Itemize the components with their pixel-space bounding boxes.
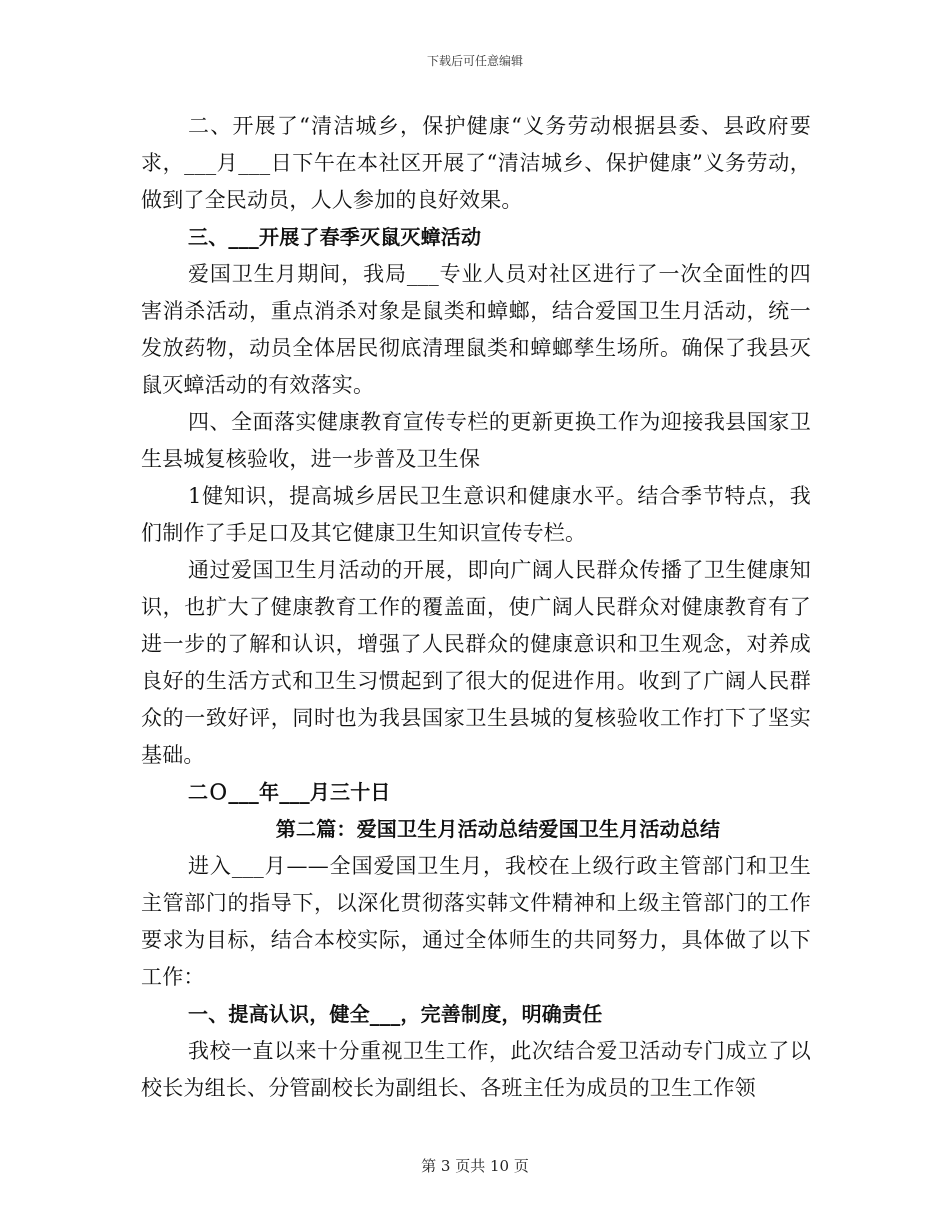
paragraph-6: 进入___月——全国爱国卫生月，我校在上级行政主管部门和卫生主管部门的指导下，以深化贯彻落实韩文件精神和上级主管部门的工作要求为目标，结合本校实际，通过全体师生的共同努力，具体做了以下工作： xyxy=(141,854,811,989)
paragraph-4: 1健知识，提高城乡居民卫生意识和健康水平。结合季节特点，我们制作了手足口及其它健康卫生知识宣传专栏。 xyxy=(141,484,811,545)
paragraph-2: 爱国卫生月期间，我局___专业人员对社区进行了一次全面性的四害消杀活动，重点消杀对象是鼠类和蟑螂，结合爱国卫生月活动，统一发放药物，动员全体居民彻底清理鼠类和蟑螂孳生场所。确保了我县灭鼠灭蟑活动的有效落实。 xyxy=(141,262,811,397)
section-heading-1: 一、提高认识，健全___，完善制度，明确责任 xyxy=(188,1002,603,1026)
chapter-title: 第二篇：爱国卫生月活动总结爱国卫生月活动总结 xyxy=(275,817,721,841)
document-body xyxy=(141,108,811,1107)
paragraph-5: 通过爱国卫生月活动的开展，即向广阔人民群众传播了卫生健康知识，也扩大了健康教育工作的覆盖面，使广阔人民群众对健康教育有了进一步的了解和认识，增强了人民群众的健康意识和卫生观念，对养成良好的生活方式和卫生习惯起到了很大的促进作用。收到了广阔人民群众的一致好评，同时也为我县国家卫生县城的复核验收工作打下了坚实基础。 xyxy=(141,558,811,767)
paragraph-3: 四、全面落实健康教育宣传专栏的更新更换工作为迎接我县国家卫生县城复核验收，进一步普及卫生保 xyxy=(141,410,811,471)
paragraph-1: 二、开展了“清洁城乡，保护健康“义务劳动根据县委、县政府要求，___月___日下午在本社区开展了“清洁城乡、保护健康”义务劳动，做到了全民动员，人人参加的良好效果。 xyxy=(141,114,811,212)
page-header: 下载后可任意编辑 xyxy=(426,54,523,68)
section-heading-3: 三、___开展了春季灭鼠灭蟑活动 xyxy=(188,225,482,249)
date-line: 二Ｏ___年___月三十日 xyxy=(188,780,391,804)
paragraph-7: 我校一直以来十分重视卫生工作，此次结合爱卫活动专门成立了以校长为组长、分管副校长为副组长、各班主任为成员的卫生工作领 xyxy=(141,1039,811,1100)
page-footer: 第 3 页共 10 页 xyxy=(421,1157,529,1175)
